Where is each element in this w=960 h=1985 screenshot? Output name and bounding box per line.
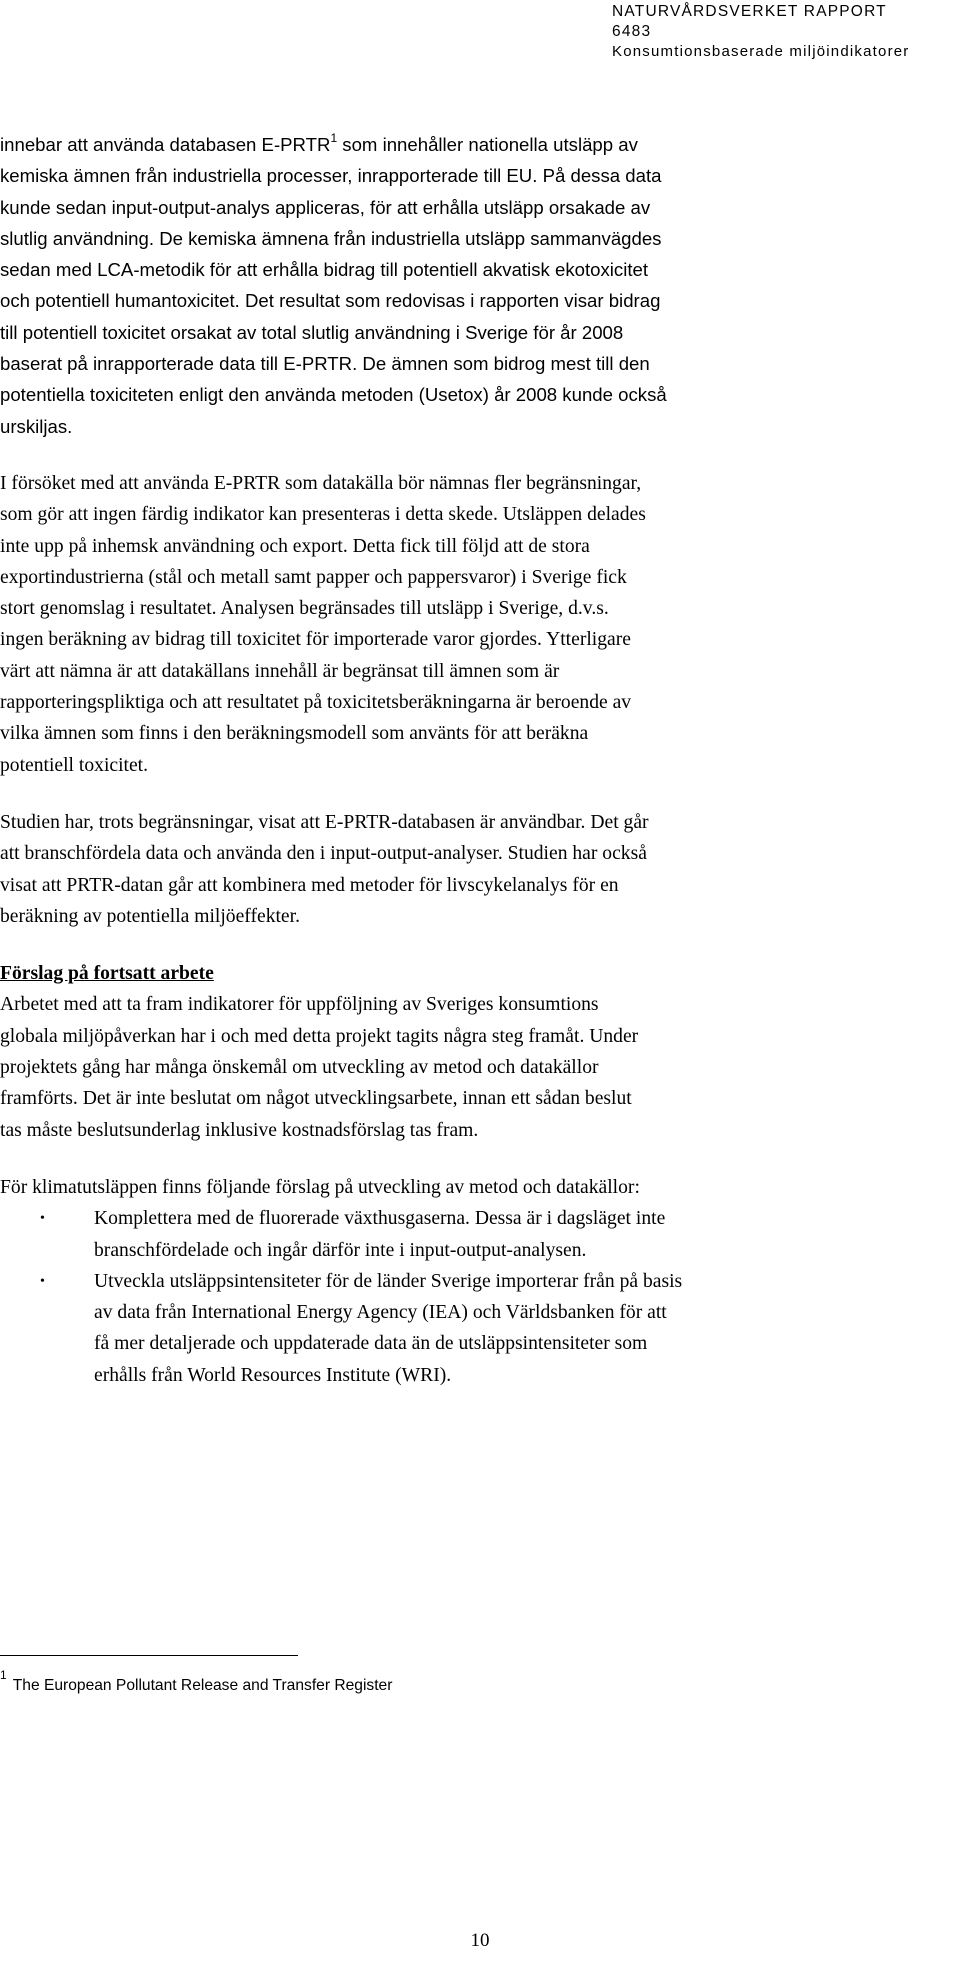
text-line: sedan med LCA-metodik för att erhålla bidrag till potentiell akvatisk ekotoxicitet [0, 259, 649, 281]
section-heading: Förslag på fortsatt arbete [0, 963, 214, 985]
text-line: I försöket med att använda E-PRTR som datakälla bör nämnas fler begränsningar, [0, 472, 642, 494]
page-number: 10 [470, 1930, 490, 1951]
paragraph-3 [0, 807, 960, 932]
text-line: vilka ämnen som finns i den beräkningsmodell som använts för att beräkna [0, 723, 589, 745]
text-line: erhålls från World Resources Institute (WRI). [94, 1364, 452, 1386]
paragraph-2 [0, 468, 960, 781]
text-line: av data från International Energy Agency (IEA) och Världsbanken för att [94, 1302, 667, 1324]
footnote-number: 1 [0, 1668, 7, 1682]
body-text [0, 129, 960, 1391]
text-line: som gör att ingen färdig indikator kan presenteras i detta skede. Utsläppen delades [0, 504, 646, 526]
text-line: globala miljöpåverkan har i och med detta projekt tagits några steg framåt. Under [0, 1025, 639, 1047]
text-line: baserat på inrapporterade data till E-PRTR. De ämnen som bidrog mest till den [0, 353, 650, 375]
text-line: innebar att använda databasen E-PRTR$^1$ som innehåller nationella utsläpp av [0, 131, 638, 155]
text-line: framförts. Det är inte beslutat om något utvecklingsarbete, innan ett sådan beslut [0, 1088, 632, 1110]
text-line: rapporteringspliktiga och att resultatet på toxicitetsberäkningarna är beroende av [0, 692, 632, 714]
footnote-divider [0, 1655, 298, 1656]
text-line: branschfördelade och ingår därför inte i input-output-analysen. [94, 1239, 587, 1261]
footnote-ref[interactable]: 1 [330, 131, 338, 145]
text-line: Studien har, trots begränsningar, visat att E-PRTR-databasen är användbar. Det går [0, 811, 649, 833]
text-line: potentiell toxicitet. [0, 754, 149, 776]
text-line: inte upp på inhemsk användning och export. Detta fick till följd att de stora [0, 535, 590, 557]
text-line: kemiska ämnen från industriella processer, inrapporterade till EU. På dessa data [0, 165, 662, 187]
text-line: Komplettera med de fluorerade växthusgaserna. Dessa är i dagsläget inte [94, 1208, 666, 1230]
paragraph-1 [0, 129, 960, 442]
bullet-list [0, 1203, 960, 1391]
list-item [0, 1266, 960, 1391]
text-line: stort genomslag i resultatet. Analysen begränsades till utsläpp i Sverige, d.v.s. [0, 598, 609, 620]
text-line: till potentiell toxicitet orsakat av total slutlig användning i Sverige för år 2008 [0, 321, 624, 343]
list-item [0, 1203, 960, 1266]
text-line: kunde sedan input-output-analys appliceras, för att erhålla utsläpp orsakade av [0, 196, 651, 218]
text-line: ingen beräkning av bidrag till toxicitet för importerade varor gjordes. Ytterligare [0, 629, 631, 651]
paragraph-4 [0, 989, 960, 1145]
text-line: tas måste beslutsunderlag inklusive kostnadsförslag tas fram. [0, 1119, 479, 1141]
report-title: NATURVÅRDSVERKET RAPPORT 6483 [612, 3, 887, 40]
running-header [612, 2, 922, 62]
bullet-icon: • [40, 1211, 45, 1227]
text-line: beräkning av potentiella miljöeffekter. [0, 905, 300, 927]
text-line: få mer detaljerade och uppdaterade data än de utsläppsintensiteter som [94, 1333, 648, 1355]
text-line: exportindustrierna (stål och metall samt papper och pappersvaror) i Sverige fick [0, 566, 627, 588]
list-intro: För klimatutsläppen finns följande förslag på utveckling av metod och datakällor: [0, 1176, 640, 1198]
text-line: projektets gång har många önskemål om utveckling av metod och datakällor [0, 1057, 599, 1079]
bullet-icon: • [40, 1273, 45, 1289]
footnote-text: The European Pollutant Release and Transfer Register [12, 1677, 393, 1694]
text-line: Arbetet med att ta fram indikatorer för uppföljning av Sveriges konsumtions [0, 994, 599, 1016]
text-line: visat att PRTR-datan går att kombinera med metoder för livscykelanalys för en [0, 874, 619, 896]
footnote [0, 1668, 392, 1695]
text-line: potentiella toxiciteten enligt den använda metoden (Usetox) år 2008 kunde också [0, 384, 667, 406]
report-subtitle: Konsumtionsbaserade miljöindikatorer [612, 43, 910, 60]
text-line: slutlig användning. De kemiska ämnena från industriella utsläpp sammanvägdes [0, 227, 662, 249]
text-line: värt att nämna är att datakällans innehåll är begränsat till ämnen som är [0, 660, 560, 682]
text-line: och potentiell humantoxicitet. Det resultat som redovisas i rapporten visar bidrag [0, 290, 661, 312]
text-line: urskiljas. [0, 415, 73, 437]
text-line: att branschfördela data och använda den i input-output-analyser. Studien har också [0, 843, 647, 865]
text-line: Utveckla utsläppsintensiteter för de länder Sverige importerar från på basis [94, 1270, 683, 1292]
